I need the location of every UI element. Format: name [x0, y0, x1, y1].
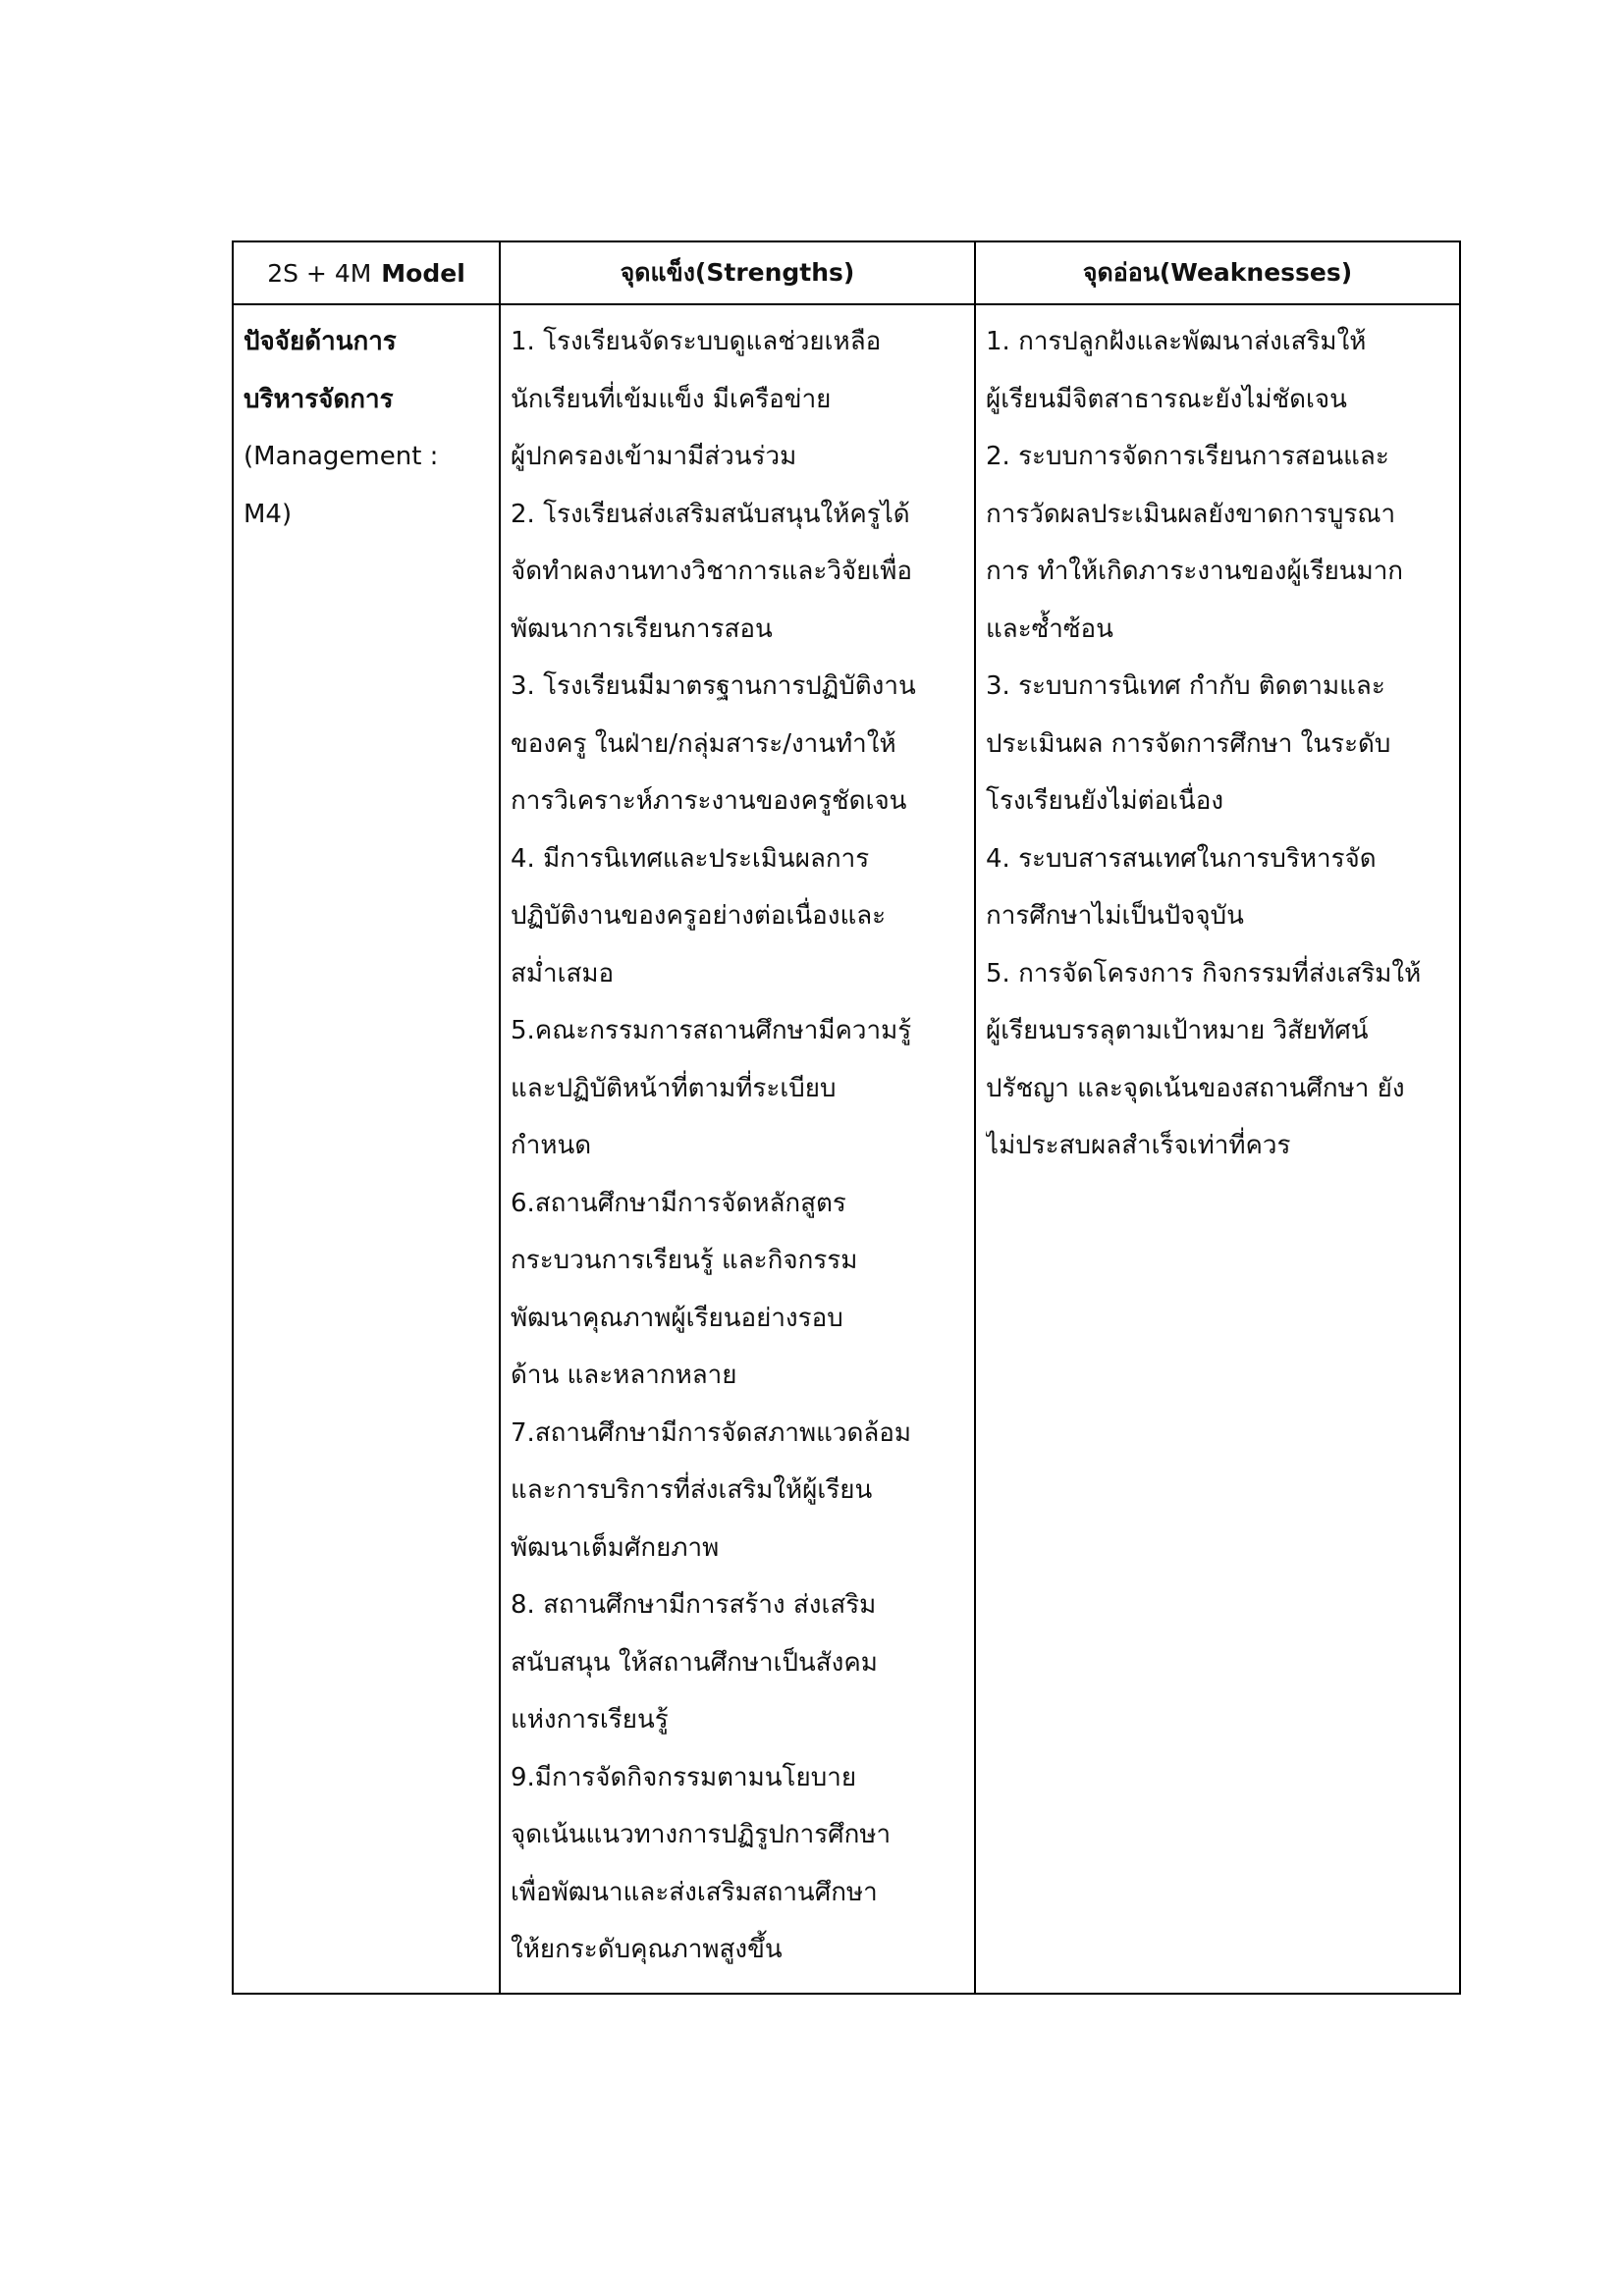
- strength-line: จัดทำผลงานทางวิชาการและวิจัยเพื่อ: [511, 557, 913, 586]
- strength-line: 7.สถานศึกษามีการจัดสภาพแวดล้อม: [511, 1417, 912, 1448]
- strengths-cell: [500, 304, 975, 1994]
- weakness-line: 1. การปลูกฝังและพัฒนาส่งเสริมให้: [986, 327, 1367, 356]
- strength-line: ให้ยกระดับคุณภาพสูงขึ้น: [511, 1935, 783, 1964]
- strength-line: กำหนด: [511, 1131, 592, 1160]
- strength-line: สม่ำเสมอ: [511, 958, 615, 988]
- weakness-line: 5. การจัดโครงการ กิจกรรมที่ส่งเสริมให้: [986, 958, 1422, 988]
- strength-line: และการบริการที่ส่งเสริมให้ผู้เรียน: [511, 1475, 873, 1505]
- strength-line: 1. โรงเรียนจัดระบบดูแลช่วยเหลือ: [511, 327, 882, 356]
- weakness-line: และซ้ำซ้อน: [986, 614, 1113, 644]
- weakness-line: โรงเรียนยังไม่ต่อเนื่อง: [986, 786, 1224, 816]
- strength-line: 4. มีการนิเทศและประเมินผลการ: [511, 843, 870, 874]
- weakness-line: การ ทำให้เกิดภาระงานของผู้เรียนมาก: [986, 557, 1404, 586]
- header-model-label: Model: [381, 258, 465, 288]
- weakness-line: ปรัชญา และจุดเน้นของสถานศึกษา ยัง: [986, 1073, 1405, 1103]
- strength-line: กระบวนการเรียนรู้ และกิจกรรม: [511, 1246, 858, 1275]
- header-strengths: จุดแข็ง(Strengths): [500, 241, 975, 304]
- factor-line: ปัจจัยด้านการ: [244, 327, 397, 356]
- strength-line: จุดเน้นแนวทางการปฏิรูปการศึกษา: [511, 1820, 892, 1849]
- header-weaknesses: จุดอ่อน(Weaknesses): [975, 241, 1460, 304]
- factor-line: บริหารจัดการ: [244, 384, 394, 414]
- strength-line: การวิเคราะห์ภาระงานของครูชัดเจน: [511, 786, 907, 816]
- strength-line: 6.สถานศึกษามีการจัดหลักสูตร: [511, 1188, 846, 1218]
- weakness-line: ผู้เรียนมีจิตสาธารณะยังไม่ชัดเจน: [986, 384, 1347, 414]
- header-model-prefix: 2S + 4M: [267, 258, 372, 288]
- factor-line: M4): [244, 499, 293, 529]
- strength-line: เพื่อพัฒนาและส่งเสริมสถานศึกษา: [511, 1877, 878, 1907]
- strength-line: 3. โรงเรียนมีมาตรฐานการปฏิบัติงาน: [511, 671, 916, 701]
- strength-line: และปฏิบัติหน้าที่ตามที่ระเบียบ: [511, 1073, 837, 1103]
- table-row: [233, 304, 1460, 1994]
- strength-line: 9.มีการจัดกิจกรรมตามนโยบาย: [511, 1762, 857, 1792]
- weaknesses-cell: [975, 304, 1460, 1994]
- header-model: [233, 241, 500, 304]
- strength-line: 5.คณะกรรมการสถานศึกษามีความรู้: [511, 1016, 912, 1045]
- weakness-line: 3. ระบบการนิเทศ กำกับ ติดตามและ: [986, 671, 1385, 701]
- swot-table: [232, 240, 1461, 1995]
- table-header-row: [233, 241, 1460, 304]
- strength-line: พัฒนาการเรียนการสอน: [511, 614, 773, 644]
- weakness-line: การวัดผลประเมินผลยังขาดการบูรณา: [986, 499, 1396, 529]
- strength-line: สนับสนุน ให้สถานศึกษาเป็นสังคม: [511, 1647, 878, 1678]
- strength-line: นักเรียนที่เข้มแข็ง มีเครือข่าย: [511, 384, 832, 414]
- weakness-line: ประเมินผล การจัดการศึกษา ในระดับ: [986, 728, 1391, 759]
- strength-line: ปฏิบัติงานของครูอย่างต่อเนื่องและ: [511, 901, 887, 931]
- weakness-line: 4. ระบบสารสนเทศในการบริหารจัด: [986, 843, 1377, 874]
- strength-line: 8. สถานศึกษามีการสร้าง ส่งเสริม: [511, 1590, 877, 1620]
- weakness-line: 2. ระบบการจัดการเรียนการสอนและ: [986, 442, 1389, 471]
- strength-line: ผู้ปกครองเข้ามามีส่วนร่วม: [511, 442, 797, 471]
- strength-line: พัฒนาคุณภาพผู้เรียนอย่างรอบ: [511, 1303, 843, 1333]
- factor-line: (Management :: [244, 442, 439, 471]
- weakness-line: ไม่ประสบผลสำเร็จเท่าที่ควร: [986, 1131, 1291, 1160]
- strength-line: พัฒนาเต็มศักยภาพ: [511, 1532, 720, 1563]
- weakness-line: การศึกษาไม่เป็นปัจจุบัน: [986, 901, 1244, 931]
- strength-line: แห่งการเรียนรู้: [511, 1705, 669, 1735]
- strength-line: ด้าน และหลากหลาย: [511, 1361, 737, 1390]
- strength-line: ของครู ในฝ่าย/กลุ่มสาระ/งานทำให้: [511, 728, 896, 759]
- strength-line: 2. โรงเรียนส่งเสริมสนับสนุนให้ครูได้: [511, 499, 910, 529]
- weakness-line: ผู้เรียนบรรลุตามเป้าหมาย วิสัยทัศน์: [986, 1016, 1369, 1045]
- factor-cell: [233, 304, 500, 1994]
